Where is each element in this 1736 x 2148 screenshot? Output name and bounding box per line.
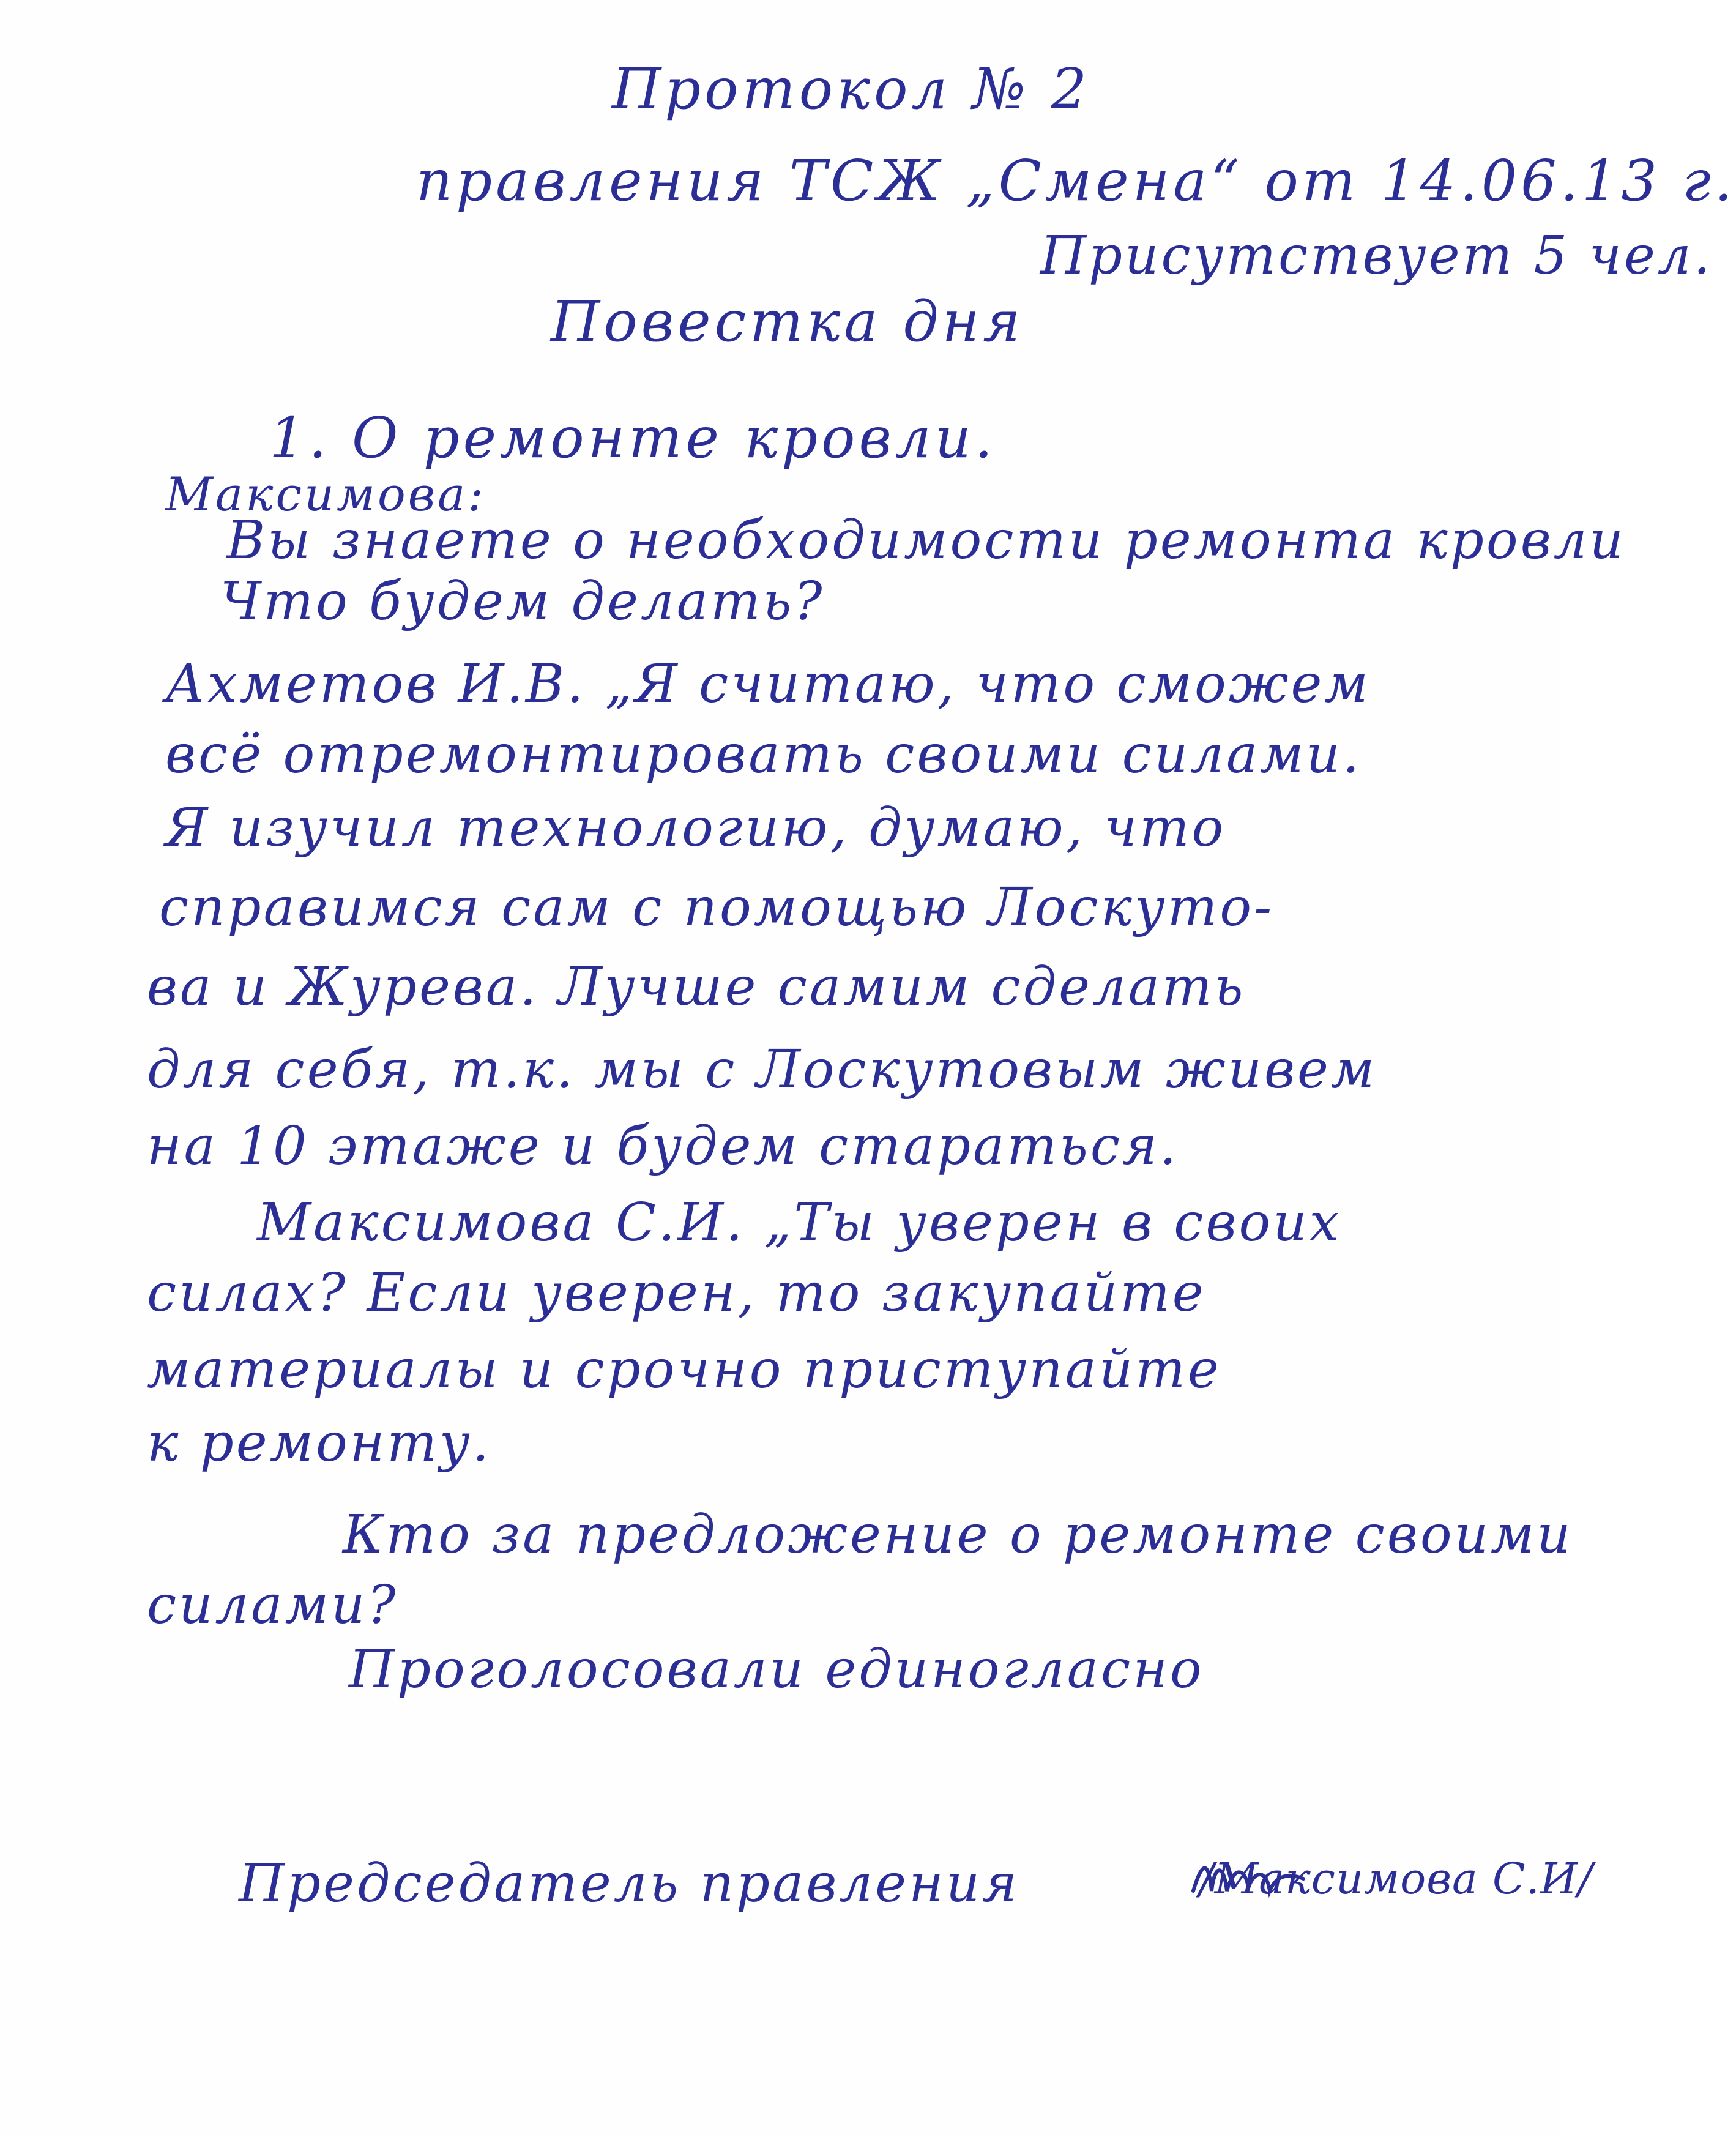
- agenda-item-1: 1. О ремонте кровли.: [269, 405, 997, 471]
- speech-2-line-6: для себя, т.к. мы с Лоскутовым живем: [147, 1039, 1377, 1100]
- speech-1-line-1: Вы знаете о необходимости ремонта кровли: [226, 510, 1626, 571]
- vote-result: Проголосовали единогласно: [349, 1639, 1204, 1700]
- speech-3-line-1: Максимова С.И. „Ты уверен в своих: [257, 1192, 1342, 1253]
- signature-name: /Максимова С.И/: [1199, 1854, 1593, 1904]
- speech-2-line-5: ва и Журева. Лучше самим сделать: [147, 957, 1246, 1018]
- speech-2-line-2: всё отремонтировать своими силами.: [165, 724, 1362, 785]
- speech-3-line-3: материалы и срочно приступайте: [147, 1339, 1221, 1400]
- speech-3-line-2: силах? Если уверен, то закупайте: [147, 1262, 1206, 1324]
- document-title: Протокол № 2: [612, 56, 1091, 122]
- speech-2-line-1: Ахметов И.В. „Я считаю, что сможем: [165, 654, 1371, 715]
- signature-line-label: Председатель правления: [239, 1853, 1020, 1914]
- agenda-heading: Повестка дня: [551, 289, 1024, 354]
- speech-1-line-2: Что будем делать?: [220, 571, 825, 632]
- speech-3-line-4: к ремонту.: [147, 1412, 492, 1474]
- speech-2-line-3: Я изучил технологию, думаю, что: [165, 797, 1226, 859]
- speech-2-line-4: справимся сам с помощью Лоскуто-: [159, 877, 1275, 938]
- page-bottom-edge: [0, 2136, 1560, 2148]
- document-subtitle: правления ТСЖ „Смена“ от 14.06.13 г.: [416, 148, 1736, 214]
- vote-question-line-2: силами?: [147, 1575, 398, 1636]
- attendance-note: Присутствует 5 чел.: [1040, 225, 1713, 286]
- speech-1-speaker: Максимова:: [165, 467, 486, 521]
- vote-question-line-1: Кто за предложение о ремонте своими: [343, 1504, 1573, 1565]
- speech-2-line-7: на 10 этаже и будем стараться.: [147, 1116, 1179, 1177]
